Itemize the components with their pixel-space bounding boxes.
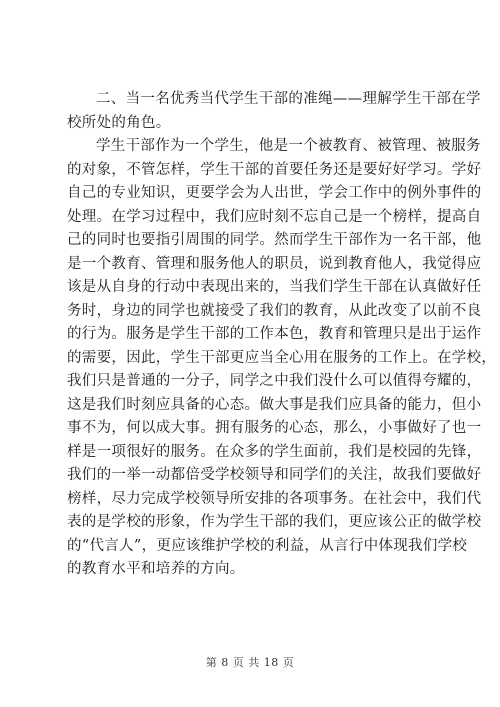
paragraph-line: 是一个教育、管理和服务他人的职员，说到教育他人，我觉得应: [67, 255, 482, 272]
paragraph-line: 事不为，何以成大事。拥有服务的心态，那么，小事做好了也一: [67, 420, 482, 436]
paragraph-line: 表的是学校的形象，作为学生干部的我们，更应该公正的做学校: [67, 514, 482, 530]
paragraph-line: 榜样，尽力完成学校领导所安排的各项事务。在社会中，我们代: [67, 490, 482, 507]
paragraph-line: 该是从自身的行动中表现出来的，当我们学生干部在认真做好任: [67, 279, 482, 295]
paragraph-line: 自己的专业知识，更要学会为人出世，学会工作中的例外事件的: [67, 185, 482, 201]
paragraph-line: 务时，身边的同学也就接受了我们的教育，从此改变了以前不良: [67, 302, 482, 319]
paragraph-line: 样是一项很好的服务。在众多的学生面前，我们是校园的先锋，: [67, 443, 482, 460]
paragraph-line: 我们的一举一动都倍受学校领导和同学们的关注，故我们要做好: [67, 467, 482, 483]
document-body: [67, 88, 497, 582]
paragraph-line: 学生干部作为一个学生，他是一个被教育、被管理、被服务: [96, 138, 481, 154]
heading-line-2: 校所处的角色。: [67, 114, 171, 131]
paragraph-line: 的“代言人”，更应该维护学校的利益，从言行中体现我们学校: [67, 537, 468, 554]
paragraph-line: 处理。在学习过程中，我们应时刻不忘自己是一个榜样，提高自: [67, 208, 482, 225]
paragraph-line: 的对象，不管怎样，学生干部的首要任务还是要好好学习。学好: [67, 161, 482, 178]
paragraph-line: 的行为。服务是学生干部的工作本色，教育和管理只是出于运作: [67, 326, 482, 342]
heading-line-1: 二、当一名优秀当代学生干部的准绳——理解学生干部在学: [96, 91, 481, 107]
paragraph-line: 这是我们时刻应具备的心态。做大事是我们应具备的能力，但小: [67, 396, 482, 413]
paragraph-line: 的需要，因此，学生干部更应当全心用在服务的工作上。在学校，: [67, 349, 497, 366]
paragraph-line: 己的同时也要指引周围的同学。然而学生干部作为一名干部，他: [67, 232, 482, 248]
paragraph-line: 我们只是普通的一分子，同学之中我们没什么可以值得夸耀的，: [67, 373, 482, 389]
paragraph-line-last: 的教育水平和培养的方向。: [67, 561, 245, 577]
page-number-footer: 第 8 页 共 18 页: [205, 656, 295, 669]
